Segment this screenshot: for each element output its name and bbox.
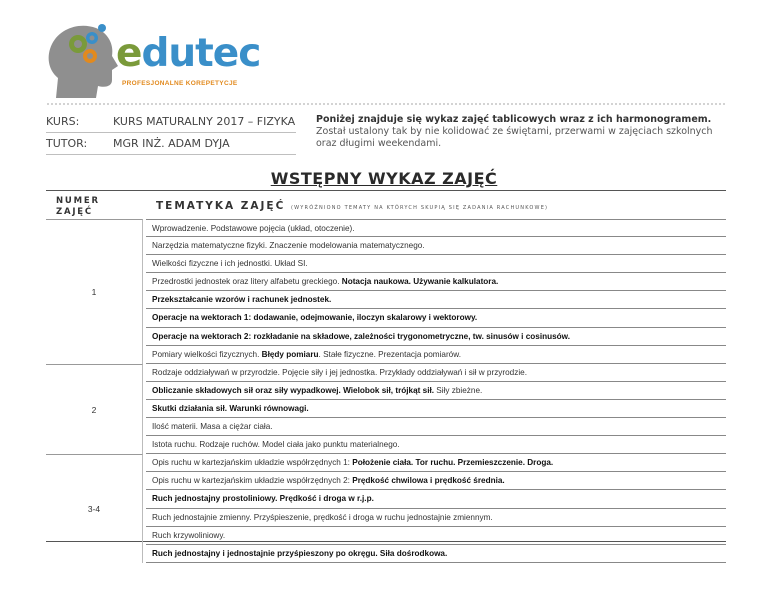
- topic-text: Ruch jednostajnie zmienny. Przyśpieszenie, prędkość i droga w ruchu jednostajnie zmiennym.: [152, 512, 493, 522]
- topic-text: Rodzaje oddziaływań w przyrodzie. Pojęcie siły i jej jednostka. Przykłady oddziaływań i sił w przyrodzie.: [152, 367, 527, 377]
- page-title: WSTĘPNY WYKAZ ZAJĘĆ: [270, 169, 498, 188]
- dotted-divider: [46, 102, 726, 106]
- topic-row: [146, 328, 726, 346]
- topic-text: Opis ruchu w kartezjańskim układzie współrzędnych 2:: [152, 476, 353, 486]
- lesson-number: 2: [46, 364, 143, 455]
- topic-text-emphasis: Operacje na wektorach 2: rozkładanie na składowe, zależności trygonometryczne, tw. sinusów i cosinusów.: [152, 331, 570, 341]
- topic-row: [146, 255, 726, 273]
- topic-row: [146, 273, 726, 291]
- schedule-notice: [316, 114, 726, 150]
- topic-row: [146, 418, 726, 436]
- kurs-row: [46, 111, 296, 133]
- topic-text-emphasis: Operacje na wektorach 1: dodawanie, odejmowanie, iloczyn skalarowy i wektorowy.: [152, 313, 478, 323]
- topic-text: Wprowadzenie. Podstawowe pojęcia (układ, otoczenie).: [152, 224, 355, 233]
- topic-text-emphasis: Położenie ciała. Tor ruchu. Przemieszczenie. Droga.: [352, 458, 554, 468]
- topic-row: [146, 436, 726, 454]
- tutor-value: MGR INŻ. ADAM DYJA: [113, 137, 230, 150]
- topic-text: Pomiary wielkości fizycznych.: [152, 349, 262, 359]
- topic-text-emphasis: Przekształcanie wzorów i rachunek jednostek.: [152, 295, 332, 305]
- notice-text: Został ustalony tak by nie kolidować ze świętami, przerwami w zajęciach szkolnych oraz długimi weekendami.: [316, 126, 713, 149]
- head-gears-icon: [46, 20, 126, 102]
- topic-row: [146, 364, 726, 382]
- header-number: NUMER ZAJĘĆ: [56, 196, 100, 217]
- topic-row: [146, 346, 726, 364]
- topic-text-emphasis: Skutki działania sił. Warunki równowagi.: [152, 403, 309, 413]
- topic-row: [146, 527, 726, 545]
- topic-row: [146, 291, 726, 309]
- notice-heading: Poniżej znajduje się wykaz zajęć tablicowych wraz z ich harmonogramem.: [316, 114, 712, 125]
- tutor-row: [46, 133, 296, 155]
- tutor-label: TUTOR:: [46, 137, 88, 150]
- topic-text: Opis ruchu w kartezjańskim układzie współrzędnych 1:: [152, 458, 353, 468]
- topic-text: Ruch krzywoliniowy.: [152, 530, 226, 540]
- topic-row: [146, 545, 726, 563]
- topic-text-emphasis: Ruch jednostajny i jednostajnie przyśpieszony po okręgu. Siła dośrodkowa.: [152, 548, 448, 558]
- topic-row: [146, 309, 726, 327]
- topic-row: [146, 472, 726, 490]
- schedule-table: [46, 190, 726, 558]
- topic-text-emphasis: Notacja naukowa. Używanie kalkulatora.: [341, 277, 499, 287]
- topic-text-emphasis: Błędy pomiaru: [261, 349, 319, 359]
- lesson-number: 3-4: [46, 454, 143, 563]
- course-info: [46, 108, 726, 163]
- logo-wordmark: edutec: [116, 31, 261, 76]
- topic-row: [146, 219, 726, 237]
- topic-text-emphasis: Ruch jednostajny prostoliniowy. Prędkość i droga w r.j.p.: [152, 494, 374, 504]
- topic-row: [146, 454, 726, 472]
- topic-row: [146, 490, 726, 508]
- topic-list: [146, 219, 726, 563]
- logo-tagline: PROFESJONALNE KOREPETYCJE: [122, 80, 238, 87]
- header-topic: TEMATYKA ZAJĘĆ (WYRÓŻNIONO TEMATY NA KTÓRYCH SKUPIĄ SIĘ ZADANIA RACHUNKOWE): [156, 200, 549, 212]
- topic-row: [146, 509, 726, 527]
- edutec-logo: [46, 20, 261, 102]
- topic-row: [146, 382, 726, 400]
- lesson-number: 1: [46, 219, 143, 364]
- topic-text-tail: Siły zbieżne.: [434, 385, 483, 395]
- topic-row: [146, 237, 726, 255]
- topic-text: Ilość materii. Masa a ciężar ciała.: [152, 422, 273, 432]
- kurs-value: KURS MATURALNY 2017 – FIZYKA: [113, 115, 296, 128]
- topic-text-emphasis: Obliczanie składowych sił oraz siły wypadkowej. Wielobok sił, trójkąt sił.: [152, 385, 435, 395]
- topic-text: Narzędzia matematyczne fizyki. Znaczenie modelowania matematycznego.: [152, 241, 425, 251]
- topic-row: [146, 400, 726, 418]
- table-header: [46, 191, 726, 219]
- topic-text: Wielkości fizyczne i ich jednostki. Układ SI.: [152, 259, 308, 269]
- kurs-label: KURS:: [46, 115, 80, 128]
- header-topic-note: (WYRÓŻNIONO TEMATY NA KTÓRYCH SKUPIĄ SIĘ ZADANIA RACHUNKOWE): [290, 205, 549, 211]
- topic-text-tail: . Stałe fizyczne. Prezentacja pomiarów.: [318, 349, 461, 359]
- topic-text-emphasis: Prędkość chwilowa i prędkość średnia.: [352, 476, 505, 486]
- topic-text: Przedrostki jednostek oraz litery alfabetu greckiego.: [152, 277, 342, 287]
- topic-text: Istota ruchu. Rodzaje ruchów. Model ciała jako punktu materialnego.: [152, 440, 400, 450]
